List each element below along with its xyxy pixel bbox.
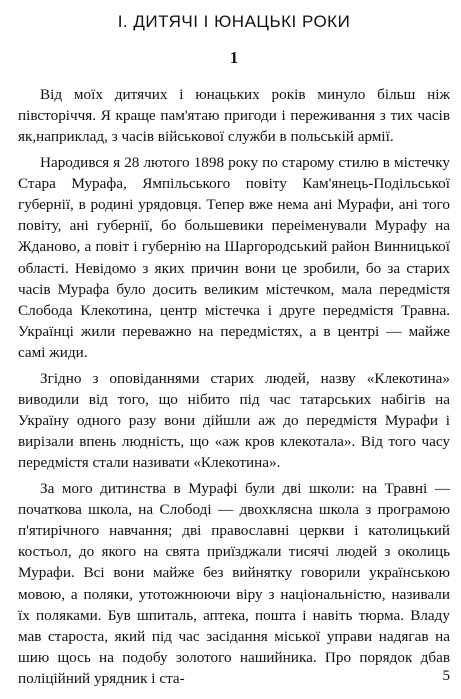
paragraph-4: За мого дитинства в Мурафі були дві школи: на Травні — початкова школа, на Слободі — двохклясна школа з програмою п'ятирічного навчання; дві православні церкви і католицький костьол, до якого на свята приїзджали тисячі людей з околиць Мурафи. Всі вони майже без вийнятку говорили українською мовою, а поляки, утотожнюючи віру з національністю, називали їх поляками. Був шпиталь, аптека, пошта і навіть тюрма. Владу мав староста, який під час засідання міської управи надягав на шию щось на подобу золотого нашийника. Про порядок дбав поліційний урядник і ста- xyxy=(18,479,450,688)
book-page xyxy=(18,0,450,699)
chapter-title: І. ДИТЯЧІ І ЮНАЦЬКІ РОКИ xyxy=(117,12,351,31)
paragraph-3: Згідно з оповіданнями старих людей, назву «Клекотина» виводили від того, що нібито під час татарських набігів на Україну одного разу вони дійшли аж до передмістя Мурафи і вирізали впень людність, що «аж кров клекотала». Від того часу передмістя стали називати «Клекотина». xyxy=(18,369,450,472)
paragraph-1: Від моїх дитячих і юнацьких років минуло більш ніж півсторіччя. Я краще пам'ятаю пригоди і переживання з тих часів як,наприклад, з часів військової служби в польській армії. xyxy=(18,86,450,146)
page-number: 5 xyxy=(442,668,450,684)
paragraph-2: Народився я 28 лютого 1898 року по старому стилю в містечку Стара Мурафа, Ямпільського повіту Кам'янець-Подільської губернії, в родині урядовця. Тепер вже нема ані Мурафи, ані того повіту, ані губернії, бо большевики переіменували Мурафу на Жданово, а повіт і губернію на Шаргородський район Винницької області. Невідомо з яких причин вони це зробили, бо за старих часів Мурафа було досить великим містечком, мала передмістя Слобода Клекотина, центр містечка і друге передмістя Травна. Українці жили переважно на передмістях, а в центрі — майже самі жиди. xyxy=(18,153,450,362)
section-number: 1 xyxy=(229,48,239,67)
body-text xyxy=(18,84,450,694)
